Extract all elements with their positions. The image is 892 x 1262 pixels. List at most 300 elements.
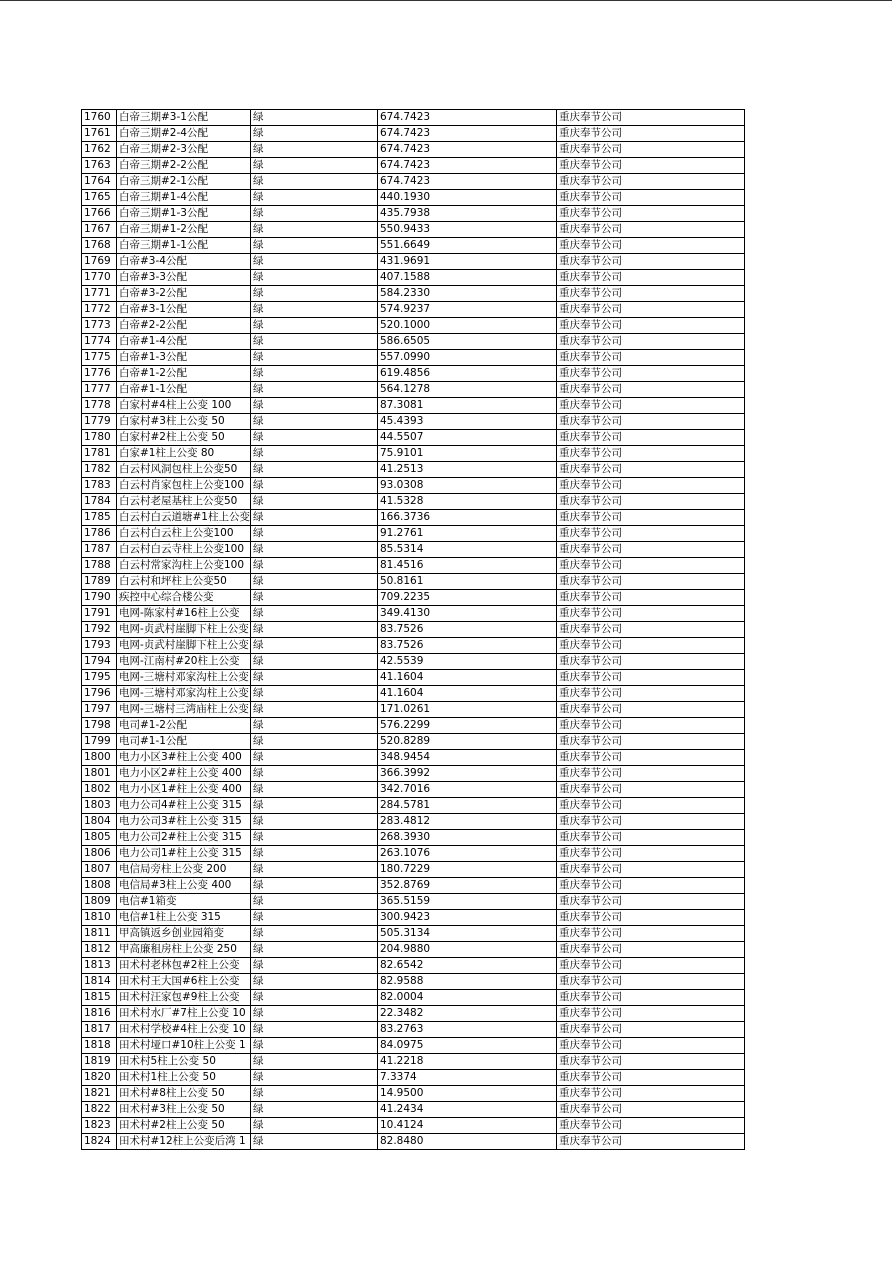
equipment-name-cell: 甲高镇返乡创业园箱变 <box>117 926 251 942</box>
equipment-name-cell: 田术村老林包#2柱上公变 <box>117 958 251 974</box>
table-row <box>82 398 745 414</box>
row-id-cell: 1775 <box>82 350 117 366</box>
equipment-name-cell: 电力公司4#柱上公变 315 <box>117 798 251 814</box>
equipment-name-cell: 田术村#8柱上公变 50 <box>117 1086 251 1102</box>
table-row <box>82 702 745 718</box>
status-color-cell: 绿 <box>250 526 377 542</box>
value-cell: 83.7526 <box>377 622 556 638</box>
company-cell: 重庆奉节公司 <box>556 446 744 462</box>
table-row <box>82 478 745 494</box>
status-color-cell: 绿 <box>250 238 377 254</box>
equipment-name-cell: 田术村汪家包#9柱上公变 <box>117 990 251 1006</box>
company-cell: 重庆奉节公司 <box>556 238 744 254</box>
equipment-name-cell: 电网-三塘村三湾庙柱上公变 <box>117 702 251 718</box>
value-cell: 520.1000 <box>377 318 556 334</box>
equipment-name-cell: 电力小区1#柱上公变 400 <box>117 782 251 798</box>
status-color-cell: 绿 <box>250 766 377 782</box>
company-cell: 重庆奉节公司 <box>556 414 744 430</box>
company-cell: 重庆奉节公司 <box>556 590 744 606</box>
row-id-cell: 1799 <box>82 734 117 750</box>
table-row <box>82 414 745 430</box>
status-color-cell: 绿 <box>250 1070 377 1086</box>
value-cell: 619.4856 <box>377 366 556 382</box>
status-color-cell: 绿 <box>250 478 377 494</box>
row-id-cell: 1764 <box>82 174 117 190</box>
row-id-cell: 1822 <box>82 1102 117 1118</box>
status-color-cell: 绿 <box>250 1102 377 1118</box>
equipment-name-cell: 田术村垭口#10柱上公变 1 <box>117 1038 251 1054</box>
table-row <box>82 462 745 478</box>
table-row <box>82 350 745 366</box>
company-cell: 重庆奉节公司 <box>556 494 744 510</box>
row-id-cell: 1774 <box>82 334 117 350</box>
status-color-cell: 绿 <box>250 878 377 894</box>
company-cell: 重庆奉节公司 <box>556 766 744 782</box>
company-cell: 重庆奉节公司 <box>556 926 744 942</box>
status-color-cell: 绿 <box>250 734 377 750</box>
equipment-name-cell: 电力小区3#柱上公变 400 <box>117 750 251 766</box>
value-cell: 41.1604 <box>377 686 556 702</box>
value-cell: 7.3374 <box>377 1070 556 1086</box>
equipment-name-cell: 白帝三期#2-4公配 <box>117 126 251 142</box>
status-color-cell: 绿 <box>250 622 377 638</box>
table-row <box>82 1086 745 1102</box>
equipment-name-cell: 电网-江南村#20柱上公变 <box>117 654 251 670</box>
equipment-name-cell: 白云村肖家包柱上公变100 <box>117 478 251 494</box>
company-cell: 重庆奉节公司 <box>556 910 744 926</box>
equipment-name-cell: 白云村风洞包柱上公变50 <box>117 462 251 478</box>
table-row <box>82 206 745 222</box>
status-color-cell: 绿 <box>250 1134 377 1150</box>
table-row <box>82 622 745 638</box>
value-cell: 674.7423 <box>377 158 556 174</box>
status-color-cell: 绿 <box>250 190 377 206</box>
status-color-cell: 绿 <box>250 606 377 622</box>
company-cell: 重庆奉节公司 <box>556 1086 744 1102</box>
company-cell: 重庆奉节公司 <box>556 958 744 974</box>
row-id-cell: 1783 <box>82 478 117 494</box>
status-color-cell: 绿 <box>250 174 377 190</box>
row-id-cell: 1779 <box>82 414 117 430</box>
row-id-cell: 1816 <box>82 1006 117 1022</box>
value-cell: 81.4516 <box>377 558 556 574</box>
table-row <box>82 638 745 654</box>
table-row <box>82 494 745 510</box>
row-id-cell: 1805 <box>82 830 117 846</box>
status-color-cell: 绿 <box>250 398 377 414</box>
company-cell: 重庆奉节公司 <box>556 190 744 206</box>
row-id-cell: 1819 <box>82 1054 117 1070</box>
status-color-cell: 绿 <box>250 654 377 670</box>
table-row <box>82 958 745 974</box>
page-top-border <box>0 0 892 1</box>
value-cell: 93.0308 <box>377 478 556 494</box>
table-row <box>82 222 745 238</box>
status-color-cell: 绿 <box>250 974 377 990</box>
company-cell: 重庆奉节公司 <box>556 542 744 558</box>
value-cell: 407.1588 <box>377 270 556 286</box>
equipment-name-cell: 电网-贞武村崖脚下柱上公变 <box>117 622 251 638</box>
table-row <box>82 574 745 590</box>
equipment-name-cell: 白帝#2-2公配 <box>117 318 251 334</box>
value-cell: 263.1076 <box>377 846 556 862</box>
status-color-cell: 绿 <box>250 446 377 462</box>
row-id-cell: 1815 <box>82 990 117 1006</box>
value-cell: 366.3992 <box>377 766 556 782</box>
value-cell: 75.9101 <box>377 446 556 462</box>
equipment-name-cell: 电力公司1#柱上公变 315 <box>117 846 251 862</box>
company-cell: 重庆奉节公司 <box>556 510 744 526</box>
row-id-cell: 1809 <box>82 894 117 910</box>
value-cell: 42.5539 <box>377 654 556 670</box>
company-cell: 重庆奉节公司 <box>556 1022 744 1038</box>
equipment-name-cell: 电网-三塘村邓家沟柱上公变 <box>117 686 251 702</box>
row-id-cell: 1814 <box>82 974 117 990</box>
equipment-name-cell: 田术村#12柱上公变后湾 1 <box>117 1134 251 1150</box>
row-id-cell: 1821 <box>82 1086 117 1102</box>
company-cell: 重庆奉节公司 <box>556 254 744 270</box>
table-row <box>82 1006 745 1022</box>
value-cell: 41.2434 <box>377 1102 556 1118</box>
company-cell: 重庆奉节公司 <box>556 638 744 654</box>
equipment-name-cell: 电网-陈家村#16柱上公变 <box>117 606 251 622</box>
company-cell: 重庆奉节公司 <box>556 526 744 542</box>
equipment-name-cell: 白家村#2柱上公变 50 <box>117 430 251 446</box>
company-cell: 重庆奉节公司 <box>556 302 744 318</box>
row-id-cell: 1808 <box>82 878 117 894</box>
table-row <box>82 430 745 446</box>
table-row <box>82 446 745 462</box>
company-cell: 重庆奉节公司 <box>556 894 744 910</box>
row-id-cell: 1813 <box>82 958 117 974</box>
row-id-cell: 1788 <box>82 558 117 574</box>
table-row <box>82 830 745 846</box>
company-cell: 重庆奉节公司 <box>556 206 744 222</box>
value-cell: 82.6542 <box>377 958 556 974</box>
value-cell: 268.3930 <box>377 830 556 846</box>
row-id-cell: 1801 <box>82 766 117 782</box>
row-id-cell: 1761 <box>82 126 117 142</box>
row-id-cell: 1770 <box>82 270 117 286</box>
value-cell: 22.3482 <box>377 1006 556 1022</box>
value-cell: 586.6505 <box>377 334 556 350</box>
table-row <box>82 302 745 318</box>
table-row <box>82 974 745 990</box>
value-cell: 435.7938 <box>377 206 556 222</box>
row-id-cell: 1793 <box>82 638 117 654</box>
status-color-cell: 绿 <box>250 1054 377 1070</box>
value-cell: 300.9423 <box>377 910 556 926</box>
equipment-name-cell: 电司#1-2公配 <box>117 718 251 734</box>
status-color-cell: 绿 <box>250 510 377 526</box>
equipment-name-cell: 白帝#3-4公配 <box>117 254 251 270</box>
company-cell: 重庆奉节公司 <box>556 670 744 686</box>
status-color-cell: 绿 <box>250 574 377 590</box>
value-cell: 584.2330 <box>377 286 556 302</box>
company-cell: 重庆奉节公司 <box>556 798 744 814</box>
status-color-cell: 绿 <box>250 494 377 510</box>
company-cell: 重庆奉节公司 <box>556 158 744 174</box>
equipment-name-cell: 白帝三期#2-1公配 <box>117 174 251 190</box>
company-cell: 重庆奉节公司 <box>556 430 744 446</box>
row-id-cell: 1787 <box>82 542 117 558</box>
status-color-cell: 绿 <box>250 366 377 382</box>
table-row <box>82 1070 745 1086</box>
equipment-name-cell: 电信#1箱变 <box>117 894 251 910</box>
value-cell: 166.3736 <box>377 510 556 526</box>
table-row <box>82 910 745 926</box>
table-row <box>82 110 745 126</box>
equipment-name-cell: 田术村5柱上公变 50 <box>117 1054 251 1070</box>
table-row <box>82 862 745 878</box>
table-row <box>82 238 745 254</box>
status-color-cell: 绿 <box>250 382 377 398</box>
status-color-cell: 绿 <box>250 558 377 574</box>
row-id-cell: 1803 <box>82 798 117 814</box>
equipment-name-cell: 白云村白云寺柱上公变100 <box>117 542 251 558</box>
table-row <box>82 814 745 830</box>
equipment-name-cell: 电网-贞武村崖脚下柱上公变 <box>117 638 251 654</box>
value-cell: 82.9588 <box>377 974 556 990</box>
company-cell: 重庆奉节公司 <box>556 1070 744 1086</box>
row-id-cell: 1780 <box>82 430 117 446</box>
equipment-name-cell: 白帝三期#2-3公配 <box>117 142 251 158</box>
value-cell: 564.1278 <box>377 382 556 398</box>
table-row <box>82 366 745 382</box>
row-id-cell: 1818 <box>82 1038 117 1054</box>
row-id-cell: 1762 <box>82 142 117 158</box>
company-cell: 重庆奉节公司 <box>556 126 744 142</box>
table-row <box>82 1102 745 1118</box>
value-cell: 557.0990 <box>377 350 556 366</box>
table-row <box>82 766 745 782</box>
row-id-cell: 1760 <box>82 110 117 126</box>
value-cell: 574.9237 <box>377 302 556 318</box>
company-cell: 重庆奉节公司 <box>556 462 744 478</box>
row-id-cell: 1766 <box>82 206 117 222</box>
row-id-cell: 1797 <box>82 702 117 718</box>
company-cell: 重庆奉节公司 <box>556 846 744 862</box>
table-row <box>82 334 745 350</box>
company-cell: 重庆奉节公司 <box>556 654 744 670</box>
equipment-name-cell: 电力公司2#柱上公变 315 <box>117 830 251 846</box>
value-cell: 505.3134 <box>377 926 556 942</box>
table-row <box>82 798 745 814</box>
status-color-cell: 绿 <box>250 798 377 814</box>
value-cell: 91.2761 <box>377 526 556 542</box>
equipment-name-cell: 白帝#3-2公配 <box>117 286 251 302</box>
equipment-name-cell: 白帝#3-1公配 <box>117 302 251 318</box>
equipment-name-cell: 白云村白云道塘#1柱上公变 <box>117 510 251 526</box>
status-color-cell: 绿 <box>250 926 377 942</box>
table-row <box>82 670 745 686</box>
value-cell: 45.4393 <box>377 414 556 430</box>
value-cell: 83.7526 <box>377 638 556 654</box>
row-id-cell: 1804 <box>82 814 117 830</box>
equipment-name-cell: 白帝三期#1-3公配 <box>117 206 251 222</box>
row-id-cell: 1778 <box>82 398 117 414</box>
company-cell: 重庆奉节公司 <box>556 862 744 878</box>
status-color-cell: 绿 <box>250 350 377 366</box>
status-color-cell: 绿 <box>250 222 377 238</box>
value-cell: 349.4130 <box>377 606 556 622</box>
table-row <box>82 926 745 942</box>
row-id-cell: 1789 <box>82 574 117 590</box>
row-id-cell: 1782 <box>82 462 117 478</box>
row-id-cell: 1786 <box>82 526 117 542</box>
company-cell: 重庆奉节公司 <box>556 1134 744 1150</box>
row-id-cell: 1791 <box>82 606 117 622</box>
company-cell: 重庆奉节公司 <box>556 974 744 990</box>
table-row <box>82 382 745 398</box>
table-row <box>82 142 745 158</box>
status-color-cell: 绿 <box>250 206 377 222</box>
row-id-cell: 1784 <box>82 494 117 510</box>
table-body <box>82 110 745 1150</box>
value-cell: 44.5507 <box>377 430 556 446</box>
table-row <box>82 878 745 894</box>
row-id-cell: 1790 <box>82 590 117 606</box>
value-cell: 14.9500 <box>377 1086 556 1102</box>
company-cell: 重庆奉节公司 <box>556 814 744 830</box>
status-color-cell: 绿 <box>250 718 377 734</box>
row-id-cell: 1767 <box>82 222 117 238</box>
table-row <box>82 590 745 606</box>
row-id-cell: 1773 <box>82 318 117 334</box>
row-id-cell: 1772 <box>82 302 117 318</box>
equipment-name-cell: 白云村常家沟柱上公变100 <box>117 558 251 574</box>
table-row <box>82 126 745 142</box>
value-cell: 82.8480 <box>377 1134 556 1150</box>
row-id-cell: 1806 <box>82 846 117 862</box>
company-cell: 重庆奉节公司 <box>556 222 744 238</box>
equipment-name-cell: 白帝#3-3公配 <box>117 270 251 286</box>
status-color-cell: 绿 <box>250 750 377 766</box>
equipment-name-cell: 田术村王大国#6柱上公变 <box>117 974 251 990</box>
row-id-cell: 1807 <box>82 862 117 878</box>
status-color-cell: 绿 <box>250 894 377 910</box>
company-cell: 重庆奉节公司 <box>556 1102 744 1118</box>
value-cell: 551.6649 <box>377 238 556 254</box>
company-cell: 重庆奉节公司 <box>556 782 744 798</box>
company-cell: 重庆奉节公司 <box>556 318 744 334</box>
equipment-name-cell: 白帝三期#1-2公配 <box>117 222 251 238</box>
status-color-cell: 绿 <box>250 1022 377 1038</box>
company-cell: 重庆奉节公司 <box>556 718 744 734</box>
company-cell: 重庆奉节公司 <box>556 686 744 702</box>
row-id-cell: 1777 <box>82 382 117 398</box>
value-cell: 180.7229 <box>377 862 556 878</box>
value-cell: 41.1604 <box>377 670 556 686</box>
table-row <box>82 318 745 334</box>
row-id-cell: 1824 <box>82 1134 117 1150</box>
company-cell: 重庆奉节公司 <box>556 270 744 286</box>
company-cell: 重庆奉节公司 <box>556 622 744 638</box>
equipment-name-cell: 电力小区2#柱上公变 400 <box>117 766 251 782</box>
value-cell: 674.7423 <box>377 110 556 126</box>
equipment-name-cell: 电信局#3柱上公变 400 <box>117 878 251 894</box>
table-row <box>82 942 745 958</box>
status-color-cell: 绿 <box>250 670 377 686</box>
value-cell: 365.5159 <box>377 894 556 910</box>
row-id-cell: 1800 <box>82 750 117 766</box>
table-row <box>82 270 745 286</box>
equipment-name-cell: 田术村水厂#7柱上公变 10 <box>117 1006 251 1022</box>
status-color-cell: 绿 <box>250 990 377 1006</box>
row-id-cell: 1802 <box>82 782 117 798</box>
status-color-cell: 绿 <box>250 958 377 974</box>
table-row <box>82 526 745 542</box>
table-row <box>82 686 745 702</box>
status-color-cell: 绿 <box>250 702 377 718</box>
table-row <box>82 782 745 798</box>
equipment-name-cell: 白家#1柱上公变 80 <box>117 446 251 462</box>
row-id-cell: 1769 <box>82 254 117 270</box>
company-cell: 重庆奉节公司 <box>556 606 744 622</box>
value-cell: 674.7423 <box>377 126 556 142</box>
company-cell: 重庆奉节公司 <box>556 174 744 190</box>
row-id-cell: 1765 <box>82 190 117 206</box>
equipment-name-cell: 白云村白云柱上公变100 <box>117 526 251 542</box>
value-cell: 41.2218 <box>377 1054 556 1070</box>
equipment-name-cell: 白帝三期#1-4公配 <box>117 190 251 206</box>
row-id-cell: 1820 <box>82 1070 117 1086</box>
status-color-cell: 绿 <box>250 286 377 302</box>
row-id-cell: 1817 <box>82 1022 117 1038</box>
value-cell: 520.8289 <box>377 734 556 750</box>
status-color-cell: 绿 <box>250 686 377 702</box>
company-cell: 重庆奉节公司 <box>556 398 744 414</box>
equipment-name-cell: 电信#1柱上公变 315 <box>117 910 251 926</box>
status-color-cell: 绿 <box>250 318 377 334</box>
table-row <box>82 1054 745 1070</box>
equipment-name-cell: 电司#1-1公配 <box>117 734 251 750</box>
table-row <box>82 734 745 750</box>
value-cell: 82.0004 <box>377 990 556 1006</box>
value-cell: 576.2299 <box>377 718 556 734</box>
value-cell: 83.2763 <box>377 1022 556 1038</box>
table-row <box>82 174 745 190</box>
status-color-cell: 绿 <box>250 126 377 142</box>
status-color-cell: 绿 <box>250 942 377 958</box>
status-color-cell: 绿 <box>250 1006 377 1022</box>
equipment-name-cell: 田术村#3柱上公变 50 <box>117 1102 251 1118</box>
company-cell: 重庆奉节公司 <box>556 366 744 382</box>
company-cell: 重庆奉节公司 <box>556 1038 744 1054</box>
status-color-cell: 绿 <box>250 414 377 430</box>
company-cell: 重庆奉节公司 <box>556 942 744 958</box>
equipment-name-cell: 甲高廉租房柱上公变 250 <box>117 942 251 958</box>
table-row <box>82 1118 745 1134</box>
company-cell: 重庆奉节公司 <box>556 990 744 1006</box>
company-cell: 重庆奉节公司 <box>556 1054 744 1070</box>
value-cell: 87.3081 <box>377 398 556 414</box>
value-cell: 342.7016 <box>377 782 556 798</box>
company-cell: 重庆奉节公司 <box>556 750 744 766</box>
value-cell: 50.8161 <box>377 574 556 590</box>
company-cell: 重庆奉节公司 <box>556 558 744 574</box>
table-row <box>82 1134 745 1150</box>
table-row <box>82 1022 745 1038</box>
value-cell: 550.9433 <box>377 222 556 238</box>
status-color-cell: 绿 <box>250 590 377 606</box>
company-cell: 重庆奉节公司 <box>556 734 744 750</box>
company-cell: 重庆奉节公司 <box>556 878 744 894</box>
status-color-cell: 绿 <box>250 254 377 270</box>
value-cell: 10.4124 <box>377 1118 556 1134</box>
status-color-cell: 绿 <box>250 814 377 830</box>
equipment-name-cell: 疾控中心综合楼公变 <box>117 590 251 606</box>
